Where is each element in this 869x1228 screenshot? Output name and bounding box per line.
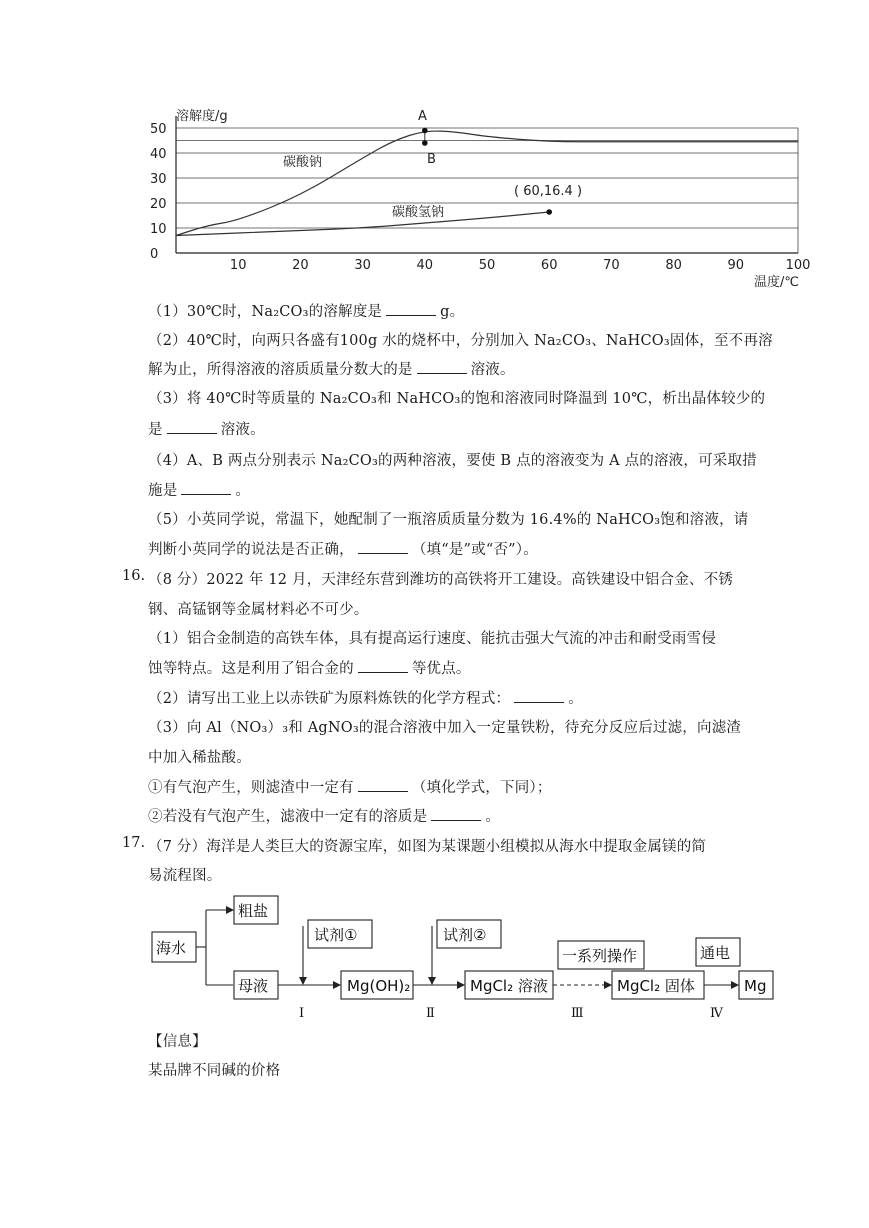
na2co3-curve — [176, 131, 798, 235]
x-tick-20: 20 — [292, 258, 309, 273]
y-tick-40: 40 — [150, 147, 167, 162]
point-b-label: B — [427, 152, 436, 167]
seawater-text: 海水 — [156, 939, 187, 957]
y-axis-label: 溶解度/g — [176, 109, 228, 124]
nahco3-label: 碳酸氢钠 — [392, 205, 445, 220]
x-tick-40: 40 — [416, 258, 434, 273]
point-c-label: ( 60,16.4 ) — [514, 184, 583, 199]
q15-part2a: （2）40℃时，向两只各盛有100g 水的烧杯中，分别加入 Na₂CO₃、NaHCO₃固体，至不再溶 — [148, 333, 773, 349]
electrolysis-text: 通电 — [700, 944, 731, 962]
x-tick-100: 100 — [785, 258, 811, 273]
q15-part5b: 判断小英同学的说法是否正确， （填“是”或“否”）。 — [148, 538, 538, 559]
nahco3-curve — [176, 212, 549, 236]
point-a-label: A — [418, 109, 427, 124]
info-heading: 【信息】 — [148, 1034, 207, 1050]
answer-blank — [514, 688, 564, 703]
step-3-label: Ⅲ — [571, 1006, 584, 1021]
x-tick-50: 50 — [478, 258, 496, 273]
q15-part4a: （4）A、B 两点分别表示 Na₂CO₃的两种溶液，要使 B 点的溶液变为 A 点的溶液，可采取措 — [148, 453, 757, 469]
q16-part3a: （3）向 Al（NO₃）₃和 AgNO₃的混合溶液中加入一定量铁粉，待充分反应后过滤，向滤渣 — [148, 720, 742, 736]
y-tick-10: 10 — [150, 222, 167, 237]
chart-point-1 — [422, 140, 428, 146]
q15-part2b: 解为止，所得溶液的溶质质量分数大的是 溶液。 — [148, 358, 515, 379]
q16-part1a: （1）铝合金制造的高铁车体，具有提高运行速度、能抗击强大气流的冲击和耐受雨雪侵 — [148, 631, 717, 647]
x-tick-70: 70 — [603, 258, 620, 273]
y-tick-0: 0 — [150, 247, 159, 262]
mgcl2-solid-text: MgCl₂ 固体 — [617, 977, 695, 995]
q16-part3b: 中加入稀盐酸。 — [148, 750, 251, 766]
x-axis-label: 温度/℃ — [754, 275, 799, 290]
answer-blank — [167, 419, 217, 434]
solubility-chart — [140, 100, 820, 300]
q16-part2: （2）请写出工业上以赤铁矿为原料炼铁的化学方程式： 。 — [148, 687, 583, 708]
q16-stem-a: （8 分）2022 年 12 月，天津经东营到潍坊的高铁将开工建设。高铁建设中铝合金、不锈 — [148, 572, 734, 588]
answer-blank — [358, 777, 408, 792]
q15-part5a: （5）小英同学说，常温下，她配制了一瓶溶质质量分数为 16.4%的 NaHCO₃饱和溶液，请 — [148, 512, 749, 528]
chart-grid — [176, 128, 798, 228]
mg-text: Mg — [744, 977, 767, 995]
mother-liquor-text: 母液 — [238, 977, 269, 995]
y-tick-20: 20 — [150, 197, 167, 212]
answer-blank — [358, 539, 408, 554]
chart-point-2 — [546, 209, 552, 215]
magnesium-flow-diagram — [140, 890, 790, 1025]
q16-part1b: 蚀等特点。这是利用了铝合金的 等优点。 — [148, 657, 471, 678]
step-4-label: Ⅳ — [710, 1006, 723, 1021]
q15-part3a: （3）将 40℃时等质量的 Na₂CO₃和 NaHCO₃的饱和溶液同时降温到 10℃，析出晶体较少的 — [148, 391, 766, 407]
y-tick-50: 50 — [150, 122, 167, 137]
answer-blank — [181, 480, 231, 495]
answer-blank — [358, 658, 408, 673]
reagent1-text: 试剂① — [314, 926, 358, 944]
q15-part3b: 是 溶液。 — [148, 418, 265, 439]
info-text: 某品牌不同碱的价格 — [148, 1063, 281, 1079]
reagent2-text: 试剂② — [443, 926, 487, 944]
q15-part1: （1）30℃时，Na₂CO₃的溶解度是 g。 — [148, 300, 464, 321]
x-tick-10: 10 — [229, 258, 247, 273]
step-1-label: I — [299, 1006, 305, 1021]
operations-text: 一系列操作 — [562, 947, 638, 965]
chart-ticks — [150, 122, 810, 273]
chart-point-0 — [422, 128, 428, 134]
answer-blank — [386, 301, 436, 316]
y-tick-30: 30 — [150, 172, 167, 187]
q17-stem-b: 易流程图。 — [148, 868, 222, 884]
q16-stem-b: 钢、高锰钢等金属材料必不可少。 — [148, 602, 369, 618]
crude-salt-text: 粗盐 — [238, 902, 269, 920]
x-tick-30: 30 — [354, 258, 371, 273]
answer-blank — [431, 806, 481, 821]
na2co3-label: 碳酸钠 — [283, 155, 323, 170]
mgcl2-solution-text: MgCl₂ 溶液 — [470, 977, 548, 995]
x-tick-60: 60 — [540, 258, 558, 273]
q16-part3c: ①有气泡产生，则滤渣中一定有 （填化学式，下同）； — [148, 776, 552, 797]
q16-part3d: ②若没有气泡产生，滤液中一定有的溶质是 。 — [148, 805, 500, 826]
q15-part4b: 施是 。 — [148, 479, 250, 500]
step-2-label: Ⅱ — [426, 1006, 435, 1021]
x-tick-80: 80 — [665, 258, 682, 273]
answer-blank — [417, 359, 467, 374]
q16-number: 16. — [122, 568, 146, 584]
x-tick-90: 90 — [727, 258, 745, 273]
mgoh2-text: Mg(OH)₂ — [347, 977, 411, 995]
q17-number: 17. — [122, 835, 146, 851]
q17-stem-a: （7 分）海洋是人类巨大的资源宝库，如图为某课题小组模拟从海水中提取金属镁的简 — [148, 839, 707, 855]
